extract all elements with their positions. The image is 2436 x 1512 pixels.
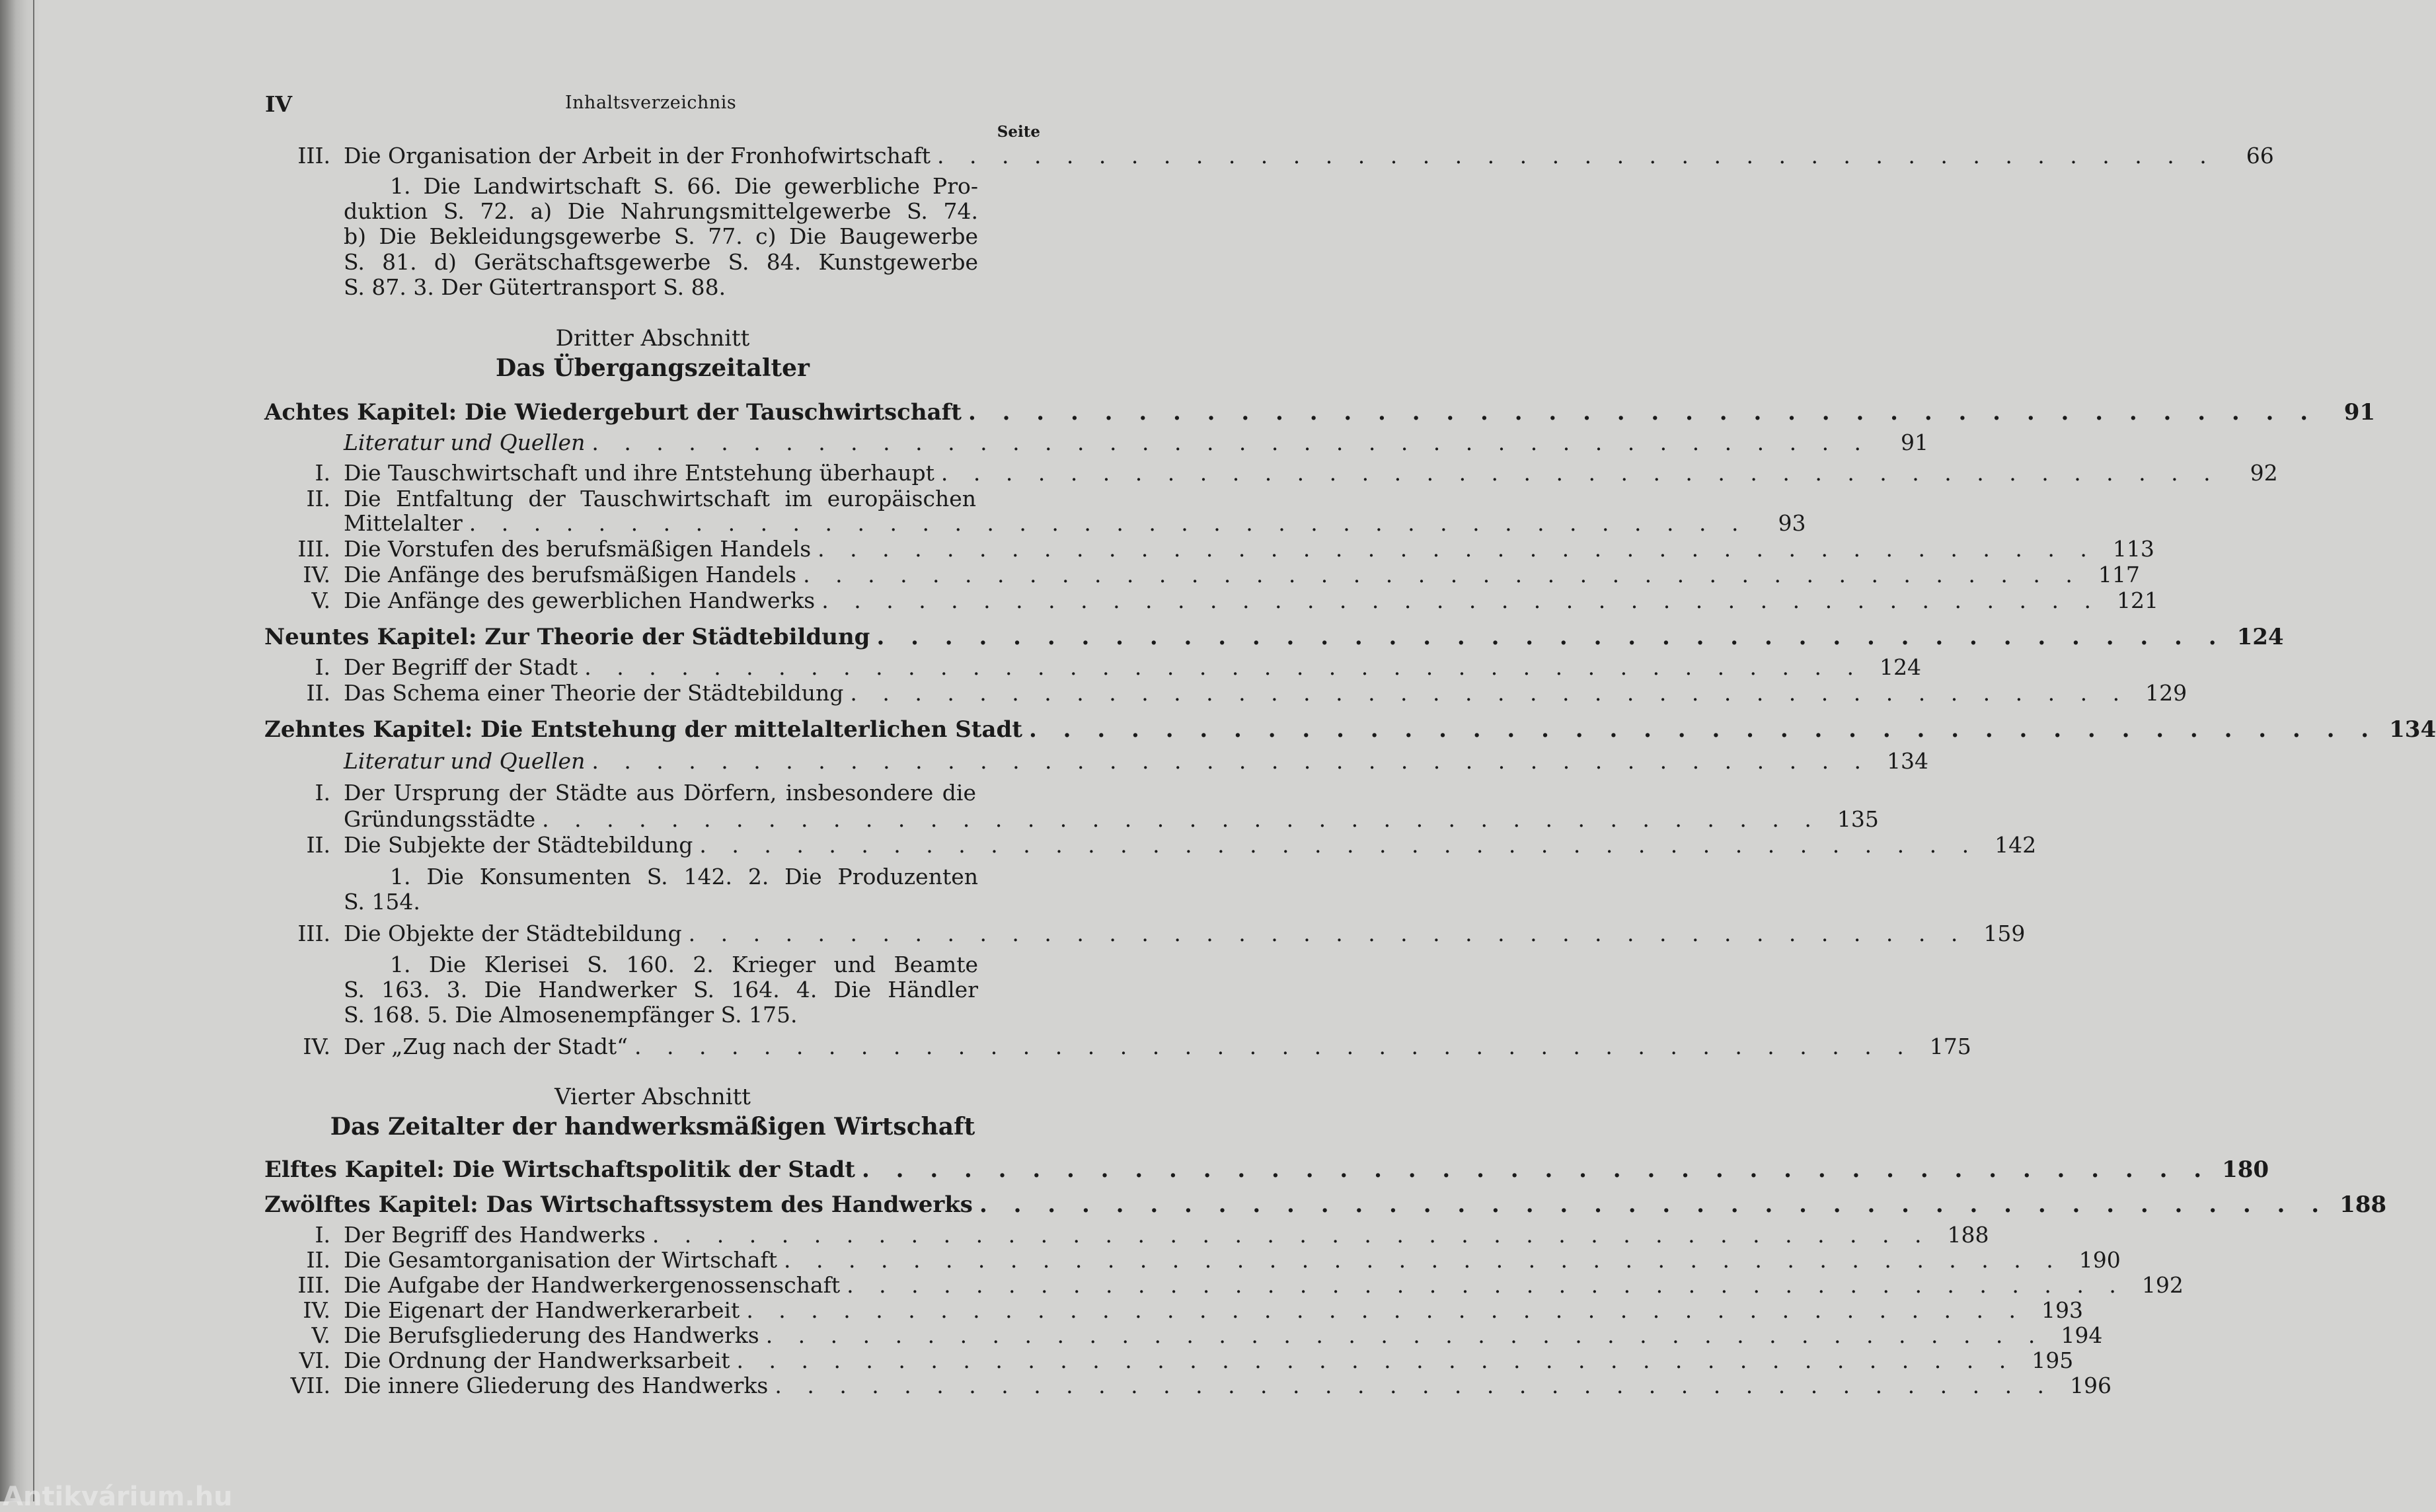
- entry-page: 134: [1887, 748, 1929, 774]
- leader-dots: . . . . . . . . . . . . . . . . . . . . . . . . . . . . . . . . . . . . . . . .: [746, 1297, 2026, 1323]
- chapter-page: 188: [2340, 1191, 2387, 1218]
- section-title: Das Übergangszeitalter: [495, 354, 810, 382]
- leader-dots: . . . . . . . . . . . . . . . . . . . . . . . . . . . . . . . . . . . . . . . .: [652, 1222, 1931, 1248]
- chapter-page: 134: [2389, 716, 2436, 743]
- toc-entry[interactable]: [264, 536, 2154, 562]
- entry-title: Das Schema einer Theorie der Städtebildung: [344, 680, 844, 706]
- chapter-heading[interactable]: [264, 624, 2284, 650]
- entry-title-continued: Gründungsstädte: [344, 806, 536, 832]
- toc-entry[interactable]: [264, 562, 2140, 588]
- toc-entry[interactable]: [264, 921, 2026, 947]
- chapter-title: Achtes Kapitel: Die Wiedergeburt der Tauschwirtschaft: [264, 399, 962, 426]
- entry-number: III.: [297, 143, 330, 169]
- page-edge-line: [33, 0, 34, 1501]
- entry-number: II.: [306, 1247, 330, 1273]
- toc-entry[interactable]: [264, 680, 2188, 706]
- entry-page: 195: [2032, 1347, 2074, 1373]
- entry-page: 129: [2145, 680, 2188, 706]
- toc-entry[interactable]: [264, 143, 2274, 169]
- entry-title: Der Begriff des Handwerks: [344, 1222, 646, 1248]
- toc-entry-first-line[interactable]: [264, 486, 1041, 512]
- entry-details-line: S. 81. d) Gerätschaftsgewerbe S. 84. Kunstgewerbe: [344, 249, 978, 275]
- entry-page: 175: [1929, 1034, 1971, 1059]
- entry-title: Die Aufgabe der Handwerkergenossenschaft: [344, 1272, 841, 1298]
- toc-entry[interactable]: [264, 460, 2278, 486]
- leader-dots: . . . . . . . . . . . . . . . . . . . . . . . . . . . . . . . . . . . . . . . .: [469, 510, 1748, 536]
- leader-dots: . . . . . . . . . . . . . . . . . . . . . . . . . . . . . . . . . . . . . . . .: [937, 143, 2216, 169]
- leader-dots: . . . . . . . . . . . . . . . . . . . . . . . . . . . . . . . . . . . . . . . .: [634, 1034, 1913, 1059]
- leader-dots: . . . . . . . . . . . . . . . . . . . . . . . . . . . . . . . . . . . . . . . .: [591, 748, 1871, 774]
- toc-entry[interactable]: [264, 1222, 1989, 1248]
- entry-page: 159: [1983, 921, 2026, 946]
- watermark: [0, 1478, 278, 1512]
- toc-entry[interactable]: [264, 1272, 2184, 1299]
- chapter-heading[interactable]: [264, 716, 2436, 743]
- leader-dots: . . . . . . . . . . . . . . . . . . . . . . . . . . . . . . . . . . . . . . . .: [876, 624, 2226, 650]
- entry-number: I.: [315, 1222, 330, 1248]
- chapter-heading[interactable]: [264, 399, 2376, 426]
- section-title: Das Zeitalter der handwerksmäßigen Wirtschaft: [330, 1113, 975, 1141]
- toc-entry[interactable]: [264, 1373, 2112, 1399]
- entry-number: III.: [297, 921, 330, 946]
- entry-title: Die Organisation der Arbeit in der Fronhofwirtschaft: [344, 143, 931, 169]
- chapter-title: Neuntes Kapitel: Zur Theorie der Städtebildung: [264, 624, 870, 650]
- section-label: Vierter Abschnitt: [554, 1084, 751, 1110]
- toc-entry[interactable]: [264, 1347, 2074, 1374]
- literature-title: Literatur und Quellen: [344, 430, 586, 455]
- entry-page: 190: [2078, 1247, 2121, 1273]
- entry-number: IV.: [303, 1034, 330, 1059]
- leader-dots: . . . . . . . . . . . . . . . . . . . . . . . . . . . . . . . . . . . . . . . .: [968, 399, 2318, 426]
- leader-dots: . . . . . . . . . . . . . . . . . . . . . . . . . . . . . . . . . . . . . . . .: [584, 654, 1863, 680]
- entry-number: IV.: [303, 1297, 330, 1323]
- literature-entry[interactable]: [344, 430, 1929, 456]
- toc-entry[interactable]: [264, 832, 2037, 858]
- entry-number: II.: [306, 486, 330, 511]
- toc-entry-first-line[interactable]: [264, 780, 1041, 806]
- entry-title: Der „Zug nach der Stadt“: [344, 1034, 628, 1059]
- literature-title: Literatur und Quellen: [344, 748, 586, 774]
- entry-number: I.: [315, 654, 330, 680]
- entry-details-line: 1. Die Landwirtschaft S. 66. Die gewerbliche Pro-: [390, 173, 978, 199]
- toc-entry[interactable]: [264, 1322, 2103, 1349]
- entry-details-line: S. 163. 3. Die Handwerker S. 164. 4. Die Händler: [344, 977, 978, 1002]
- entry-page: 188: [1947, 1222, 1989, 1248]
- entry-number: V.: [311, 587, 330, 613]
- entry-number: VI.: [299, 1347, 330, 1373]
- leader-dots: . . . . . . . . . . . . . . . . . . . . . . . . . . . . . . . . . . . . . . . .: [736, 1347, 2016, 1373]
- entry-page: 142: [1995, 832, 2037, 858]
- entry-title: Die Objekte der Städtebildung: [344, 921, 682, 946]
- entry-page: 92: [2250, 460, 2278, 486]
- entry-page: 121: [2116, 587, 2158, 613]
- leader-dots: . . . . . . . . . . . . . . . . . . . . . . . . . . . . . . . . . . . . . . . .: [847, 1272, 2125, 1298]
- entry-page: 66: [2246, 143, 2274, 169]
- chapter-title: Zwölftes Kapitel: Das Wirtschaftssystem des Handwerks: [264, 1191, 973, 1218]
- toc-entry-continuation[interactable]: [264, 510, 1806, 537]
- entry-title: Die Anfänge des gewerblichen Handwerks: [344, 587, 816, 613]
- entry-details-line: S. 154.: [344, 889, 420, 915]
- page-column-label: Seite: [997, 123, 1040, 141]
- entry-number: II.: [306, 680, 330, 706]
- entry-title: Die Entfaltung der Tauschwirtschaft im europäischen: [344, 486, 976, 511]
- toc-entry-continuation[interactable]: [264, 806, 1879, 833]
- leader-dots: . . . . . . . . . . . . . . . . . . . . . . . . . . . . . . . . . . . . . . . .: [775, 1373, 2054, 1398]
- leader-dots: . . . . . . . . . . . . . . . . . . . . . . . . . . . . . . . . . . . . . . . .: [591, 430, 1871, 455]
- chapter-page: 124: [2236, 624, 2284, 650]
- entry-title: Die Eigenart der Handwerkerarbeit: [344, 1297, 740, 1323]
- chapter-title: Zehntes Kapitel: Die Entstehung der mittelalterlichen Stadt: [264, 716, 1022, 743]
- entry-title: Die Berufsgliederung des Handwerks: [344, 1322, 759, 1348]
- entry-title: Die Anfänge des berufsmäßigen Handels: [344, 562, 797, 587]
- entry-title: Der Begriff der Stadt: [344, 654, 578, 680]
- toc-entry[interactable]: [264, 1297, 2084, 1324]
- entry-details-line: S. 87. 3. Der Gütertransport S. 88.: [344, 274, 726, 300]
- entry-title: Die Vorstufen des berufsmäßigen Handels: [344, 536, 812, 562]
- leader-dots: . . . . . . . . . . . . . . . . . . . . . . . . . . . . . . . . . . . . . . . .: [940, 460, 2220, 486]
- entry-page: 192: [2141, 1272, 2184, 1298]
- entry-page: 135: [1837, 806, 1879, 832]
- leader-dots: . . . . . . . . . . . . . . . . . . . . . . . . . . . . . . . . . . . . . . . .: [542, 806, 1821, 832]
- entry-page: 196: [2070, 1373, 2112, 1398]
- leader-dots: . . . . . . . . . . . . . . . . . . . . . . . . . . . . . . . . . . . . . . . .: [979, 1191, 2329, 1218]
- entry-page: 113: [2112, 536, 2154, 562]
- toc-entry[interactable]: [264, 1247, 2121, 1273]
- leader-dots: . . . . . . . . . . . . . . . . . . . . . . . . . . . . . . . . . . . . . . . .: [818, 536, 2096, 562]
- entry-number: VII.: [290, 1373, 330, 1398]
- entry-details-line: duktion S. 72. a) Die Nahrungsmittelgewerbe S. 74.: [344, 198, 978, 224]
- leader-dots: . . . . . . . . . . . . . . . . . . . . . . . . . . . . . . . . . . . . . . . .: [688, 921, 1967, 946]
- leader-dots: . . . . . . . . . . . . . . . . . . . . . . . . . . . . . . . . . . . . . . . .: [1029, 716, 2379, 743]
- entry-title-continued: Mittelalter: [344, 510, 463, 536]
- chapter-title: Elftes Kapitel: Die Wirtschaftspolitik der Stadt: [264, 1156, 855, 1183]
- page-number: IV: [265, 91, 293, 117]
- chapter-heading[interactable]: [264, 1156, 2269, 1183]
- entry-number: V.: [311, 1322, 330, 1348]
- entry-title: Die Subjekte der Städtebildung: [344, 832, 693, 858]
- leader-dots: . . . . . . . . . . . . . . . . . . . . . . . . . . . . . . . . . . . . . . . .: [784, 1247, 2063, 1273]
- entry-number: IV.: [303, 562, 330, 587]
- leader-dots: . . . . . . . . . . . . . . . . . . . . . . . . . . . . . . . . . . . . . . . .: [765, 1322, 2045, 1348]
- toc-entry[interactable]: [264, 587, 2158, 614]
- leader-dots: . . . . . . . . . . . . . . . . . . . . . . . . . . . . . . . . . . . . . . . .: [699, 832, 1979, 858]
- entry-page: 117: [2098, 562, 2140, 587]
- entry-number: III.: [297, 1272, 330, 1298]
- entry-page: 91: [1901, 430, 1929, 455]
- entry-page: 124: [1879, 654, 1921, 680]
- entry-title: Der Ursprung der Städte aus Dörfern, insbesondere die: [344, 780, 976, 806]
- entry-details-line: b) Die Bekleidungsgewerbe S. 77. c) Die Baugewerbe: [344, 223, 978, 249]
- leader-dots: . . . . . . . . . . . . . . . . . . . . . . . . . . . . . . . . . . . . . . . .: [850, 680, 2129, 706]
- entry-number: II.: [306, 832, 330, 858]
- running-title: Inhaltsverzeichnis: [565, 93, 737, 113]
- chapter-page: 180: [2222, 1156, 2269, 1183]
- section-label: Dritter Abschnitt: [555, 325, 750, 352]
- entry-title: Die Tauschwirtschaft und ihre Entstehung überhaupt: [344, 460, 934, 486]
- entry-title: Die Gesamtorganisation der Wirtschaft: [344, 1247, 778, 1273]
- entry-details-line: 1. Die Konsumenten S. 142. 2. Die Produzenten: [390, 864, 978, 889]
- entry-number: I.: [315, 460, 330, 486]
- leader-dots: . . . . . . . . . . . . . . . . . . . . . . . . . . . . . . . . . . . . . . . .: [821, 587, 2100, 613]
- entry-title: Die innere Gliederung des Handwerks: [344, 1373, 769, 1398]
- entry-title: Die Ordnung der Handwerksarbeit: [344, 1347, 730, 1373]
- toc-entry[interactable]: [264, 1034, 1971, 1060]
- watermark-text: Antikvárium.hu: [3, 1482, 233, 1512]
- toc-entry[interactable]: [264, 654, 1921, 681]
- literature-entry[interactable]: [344, 748, 1929, 775]
- entry-page: 193: [2041, 1297, 2084, 1323]
- entry-details-line: S. 168. 5. Die Almosenempfänger S. 175.: [344, 1002, 798, 1028]
- chapter-heading[interactable]: [264, 1191, 2387, 1218]
- entry-page: 93: [1778, 510, 1806, 536]
- entry-details-line: 1. Die Klerisei S. 160. 2. Krieger und Beamte: [390, 952, 978, 977]
- entry-number: III.: [297, 536, 330, 562]
- entry-number: I.: [315, 780, 330, 806]
- leader-dots: . . . . . . . . . . . . . . . . . . . . . . . . . . . . . . . . . . . . . . . .: [861, 1156, 2211, 1183]
- chapter-page: 91: [2343, 399, 2376, 426]
- entry-page: 194: [2061, 1322, 2103, 1348]
- leader-dots: . . . . . . . . . . . . . . . . . . . . . . . . . . . . . . . . . . . . . . . .: [803, 562, 2082, 587]
